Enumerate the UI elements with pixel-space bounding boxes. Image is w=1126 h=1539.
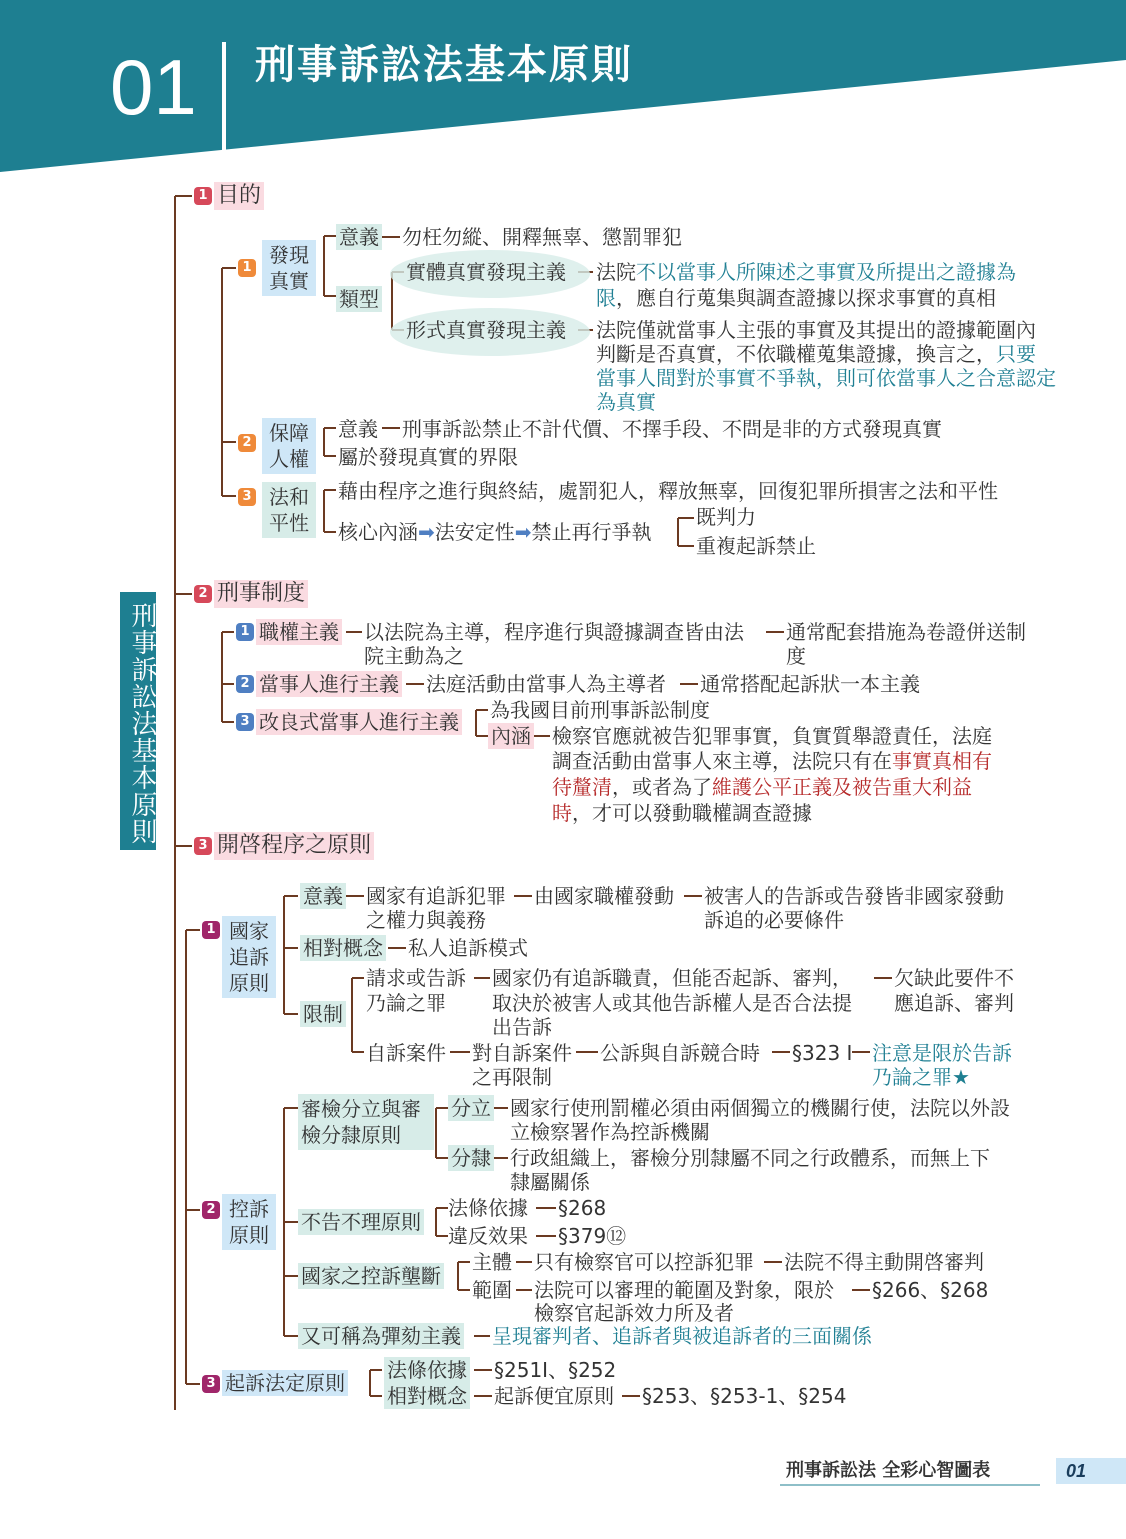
s3b-impeach-label: 又可稱為彈劾主義	[298, 1323, 464, 1349]
s3a-limit-label: 限制	[300, 1001, 346, 1027]
s1a-sub-hl2: 限	[596, 286, 616, 310]
s2c-c3a: ，或者為了	[612, 775, 712, 799]
s1a-substantive-text-2	[596, 285, 996, 311]
s3c-badge: 3	[202, 1375, 220, 1393]
s3b-label: 控訴 原則	[222, 1194, 276, 1250]
s2c-label: 改良式當事人進行主義	[256, 709, 462, 735]
s3a-limit1-note-a: 欠缺此要件不	[894, 966, 1014, 990]
s2a-badge: 1	[236, 623, 254, 641]
s3a-badge: 1	[202, 921, 220, 939]
s3a-limit2-label: 自訴案件	[366, 1041, 446, 1065]
s3a-limit1-text-b: 取決於被害人或其他告訴權人是否合法提	[492, 991, 852, 1015]
s1-badge: 1	[194, 187, 212, 205]
s1a-type-label: 類型	[336, 286, 382, 312]
s3b-sep2-text-b: 隸屬關係	[510, 1170, 590, 1194]
s2b-note: 通常搭配起訴狀一本主義	[700, 672, 920, 696]
s3a-relative-label: 相對概念	[300, 935, 386, 961]
s3b-mono2-text-a: 法院可以審理的範圍及對象，限於	[534, 1278, 834, 1302]
chapter-number: 01	[110, 43, 197, 131]
s3b-mono1-note: 法院不得主動開啓審判	[784, 1250, 984, 1274]
s3a-limit2-note-a: 注意是限於告訴	[872, 1041, 1012, 1065]
side-title	[120, 592, 156, 850]
s3b-mono1-text: 只有檢察官可以控訴犯罪	[534, 1250, 754, 1274]
s2c-content-4	[552, 800, 812, 826]
s3b-mono2-law: §266、§268	[872, 1278, 989, 1302]
s1c-res1: 既判力	[696, 505, 756, 529]
s2c-content-1: 檢察官應就被告犯罪事實，負實質舉證責任，法庭	[552, 724, 992, 748]
s1a-sub-t2: ，應自行蒐集與調查證據以探求事實的真相	[616, 286, 996, 310]
s3c-law-text: §251I、§252	[494, 1358, 617, 1382]
s2b-label: 當事人進行主義	[256, 671, 402, 697]
s3c-law-label: 法條依據	[384, 1357, 470, 1383]
arrow-right-icon: ➡	[418, 520, 435, 544]
s3c-rel-label: 相對概念	[384, 1383, 470, 1409]
s2c-c4hl: 時	[552, 801, 572, 825]
s3b-mono1-label: 主體	[472, 1250, 512, 1274]
s3a-limit1-label-a: 請求或告訴	[366, 966, 466, 990]
s2c-c4a: ，才可以發動職權調查證據	[572, 801, 812, 825]
s3b-sep-label-b: 檢分隸原則	[301, 1123, 401, 1147]
s1c-core-label: 核心內涵	[338, 520, 418, 544]
s2c-text: 為我國目前刑事訴訟制度	[490, 698, 710, 722]
s3a-label: 國家 追訴 原則	[222, 916, 276, 998]
s3b-mono-label: 國家之控訴壟斷	[298, 1263, 444, 1289]
s2-badge: 2	[194, 585, 212, 603]
s3a-limit2-text-b: 之再限制	[472, 1065, 552, 1089]
s1c-badge: 3	[238, 488, 256, 506]
s3a-meaning-label: 意義	[300, 883, 346, 909]
s3b-badge: 2	[202, 1201, 220, 1219]
s2c-c3hl: 待釐清	[552, 775, 612, 799]
s1b-limit-text: 屬於發現真實的界限	[338, 445, 518, 469]
s3a-meaning-3a: 被害人的告訴或告發皆非國家發動	[704, 884, 1004, 908]
s1a-formal-label: 形式真實發現主義	[406, 318, 566, 342]
s2a-text-1: 以法院為主導，程序進行與證據調查皆由法	[364, 620, 744, 644]
s2c-content-3	[552, 774, 972, 800]
s3b-sep1-label: 分立	[448, 1095, 494, 1121]
s2c-c2hl: 事實真相有	[892, 749, 992, 773]
s1a-formal-text-3: 當事人間對於事實不爭執，則可依當事人之合意認定	[596, 366, 1056, 390]
s3b-nc1-label: 法條依據	[448, 1196, 528, 1220]
s1c-text: 藉由程序之進行與終結，處罰犯人，釋放無辜，回復犯罪所損害之法和平性	[338, 479, 998, 503]
s3b-impeach-text: 呈現審判者、追訴者與被追訴者的三面關係	[492, 1324, 872, 1348]
s3-badge: 3	[194, 837, 212, 855]
s3b-mono2-text-b: 檢察官起訴效力所及者	[534, 1301, 734, 1325]
s2c-content-label: 內涵	[488, 723, 534, 749]
s2a-note-2: 度	[786, 644, 806, 668]
s1a-badge: 1	[238, 259, 256, 277]
s1a-formal-text-2	[596, 341, 1036, 367]
s3b-sep1-text-b: 立檢察署作為控訴機關	[510, 1120, 710, 1144]
s1a-substantive-label: 實體真實發現主義	[406, 260, 566, 284]
s3a-limit1-text-a: 國家仍有追訴職責，但能否起訴、審判，	[492, 966, 852, 990]
s3a-limit2-text-2: 公訴與自訴競合時	[600, 1041, 760, 1065]
s1-label: 目的	[214, 182, 264, 210]
s1c-label: 法和 平性	[262, 482, 316, 538]
s3a-relative-text: 私人追訴模式	[408, 936, 528, 960]
s3a-limit2-note-b	[872, 1064, 970, 1090]
s3c-label: 起訴法定原則	[222, 1370, 348, 1396]
s3a-meaning-1a: 國家有追訴犯罪	[366, 884, 506, 908]
s3a-limit1-note-b: 應追訴、審判	[894, 991, 1014, 1015]
s1a-label: 發現 真實	[262, 240, 316, 296]
s3a-limit2-note-b-text: 乃論之罪	[872, 1065, 952, 1089]
s3b-sep1-text-a: 國家行使刑罰權必須由兩個獨立的機關行使，法院以外設	[510, 1096, 1010, 1120]
footer-page-number: 01	[1066, 1461, 1087, 1481]
star-icon: ★	[952, 1065, 970, 1089]
s2c-c2a: 調查活動由當事人來主導，法院只有在	[552, 749, 892, 773]
s3c-rel-law: §253、§253-1、§254	[642, 1384, 847, 1408]
arrow-right-icon: ➡	[514, 520, 532, 544]
s1c-core-row	[338, 519, 652, 545]
side-title-text: 刑事訴訟法基本原則	[127, 601, 157, 845]
s3a-limit1-text-c: 出告訴	[492, 1015, 552, 1039]
s1c-step2: 禁止再行爭執	[531, 520, 652, 544]
s1b-label: 保障 人權	[262, 418, 316, 474]
s1a-formal-t2: 判斷是否真實，不依職權蒐集證據，換言之，	[596, 342, 996, 366]
s3a-limit2-text-a: 對自訴案件	[472, 1041, 572, 1065]
s1b-meaning-text: 刑事訴訟禁止不計代價、不擇手段、不問是非的方式發現真實	[402, 417, 942, 441]
s3a-meaning-2: 由國家職權發動	[534, 884, 674, 908]
s2a-text-2: 院主動為之	[364, 644, 464, 668]
s3a-limit1-label-b: 乃論之罪	[366, 991, 446, 1015]
s3-label: 開啓程序之原則	[214, 832, 374, 860]
s3b-sep2-label: 分隸	[448, 1145, 494, 1171]
s1b-badge: 2	[238, 434, 256, 452]
footer-title: 刑事訴訟法 全彩心智圖表	[786, 1460, 991, 1481]
s3a-meaning-3b: 訴追的必要條件	[704, 908, 844, 932]
page-title: 刑事訴訟法基本原則	[255, 41, 633, 88]
s2-label: 刑事制度	[214, 580, 308, 608]
s3b-mono2-label: 範圍	[472, 1278, 512, 1302]
s3c-rel-text: 起訴便宜原則	[494, 1384, 614, 1408]
s1a-meaning-label: 意義	[336, 224, 382, 250]
s2a-label: 職權主義	[256, 619, 342, 645]
s3b-sep-label	[298, 1094, 434, 1150]
s1a-formal-text-1: 法院僅就當事人主張的事實及其提出的證據範圍內	[596, 318, 1036, 342]
s1a-formal-text-4: 為真實	[596, 390, 656, 414]
s3a-limit2-law: §323 I	[792, 1041, 853, 1065]
s1c-step1: 法安定性	[434, 520, 515, 544]
s2c-badge: 3	[236, 713, 254, 731]
s3a-meaning-1b: 之權力與義務	[366, 908, 486, 932]
s3b-nc-label: 不告不理原則	[298, 1209, 424, 1235]
s2a-note-1: 通常配套措施為卷證併送制	[786, 620, 1026, 644]
s2c-content-2	[552, 748, 992, 774]
s1a-formal-hl1: 只要	[996, 342, 1036, 366]
s1a-meaning-text: 勿枉勿縱、開釋無辜、懲罰罪犯	[402, 225, 682, 249]
s1a-sub-hl: 不以當事人所陳述之事實及所提出之證據為	[636, 260, 1016, 284]
s1c-res2: 重複起訴禁止	[696, 534, 816, 558]
s3b-sep-label-a: 審檢分立與審	[301, 1097, 421, 1121]
s1a-sub-t1: 法院	[596, 260, 636, 284]
s2b-text: 法庭活動由當事人為主導者	[426, 672, 666, 696]
footer-page-badge	[1056, 1458, 1126, 1484]
s3b-nc2-law: §379⑫	[558, 1224, 627, 1248]
s3b-nc1-law: §268	[558, 1196, 607, 1220]
s2b-badge: 2	[236, 675, 254, 693]
s2c-c3hl2: 維護公平正義及被告重大利益	[712, 775, 972, 799]
s3b-sep2-text-a: 行政組織上，審檢分別隸屬不同之行政體系，而無上下	[510, 1146, 990, 1170]
s1b-meaning-label: 意義	[338, 417, 378, 441]
s1a-substantive-text	[596, 259, 1016, 285]
s3b-nc2-label: 違反效果	[448, 1224, 528, 1248]
